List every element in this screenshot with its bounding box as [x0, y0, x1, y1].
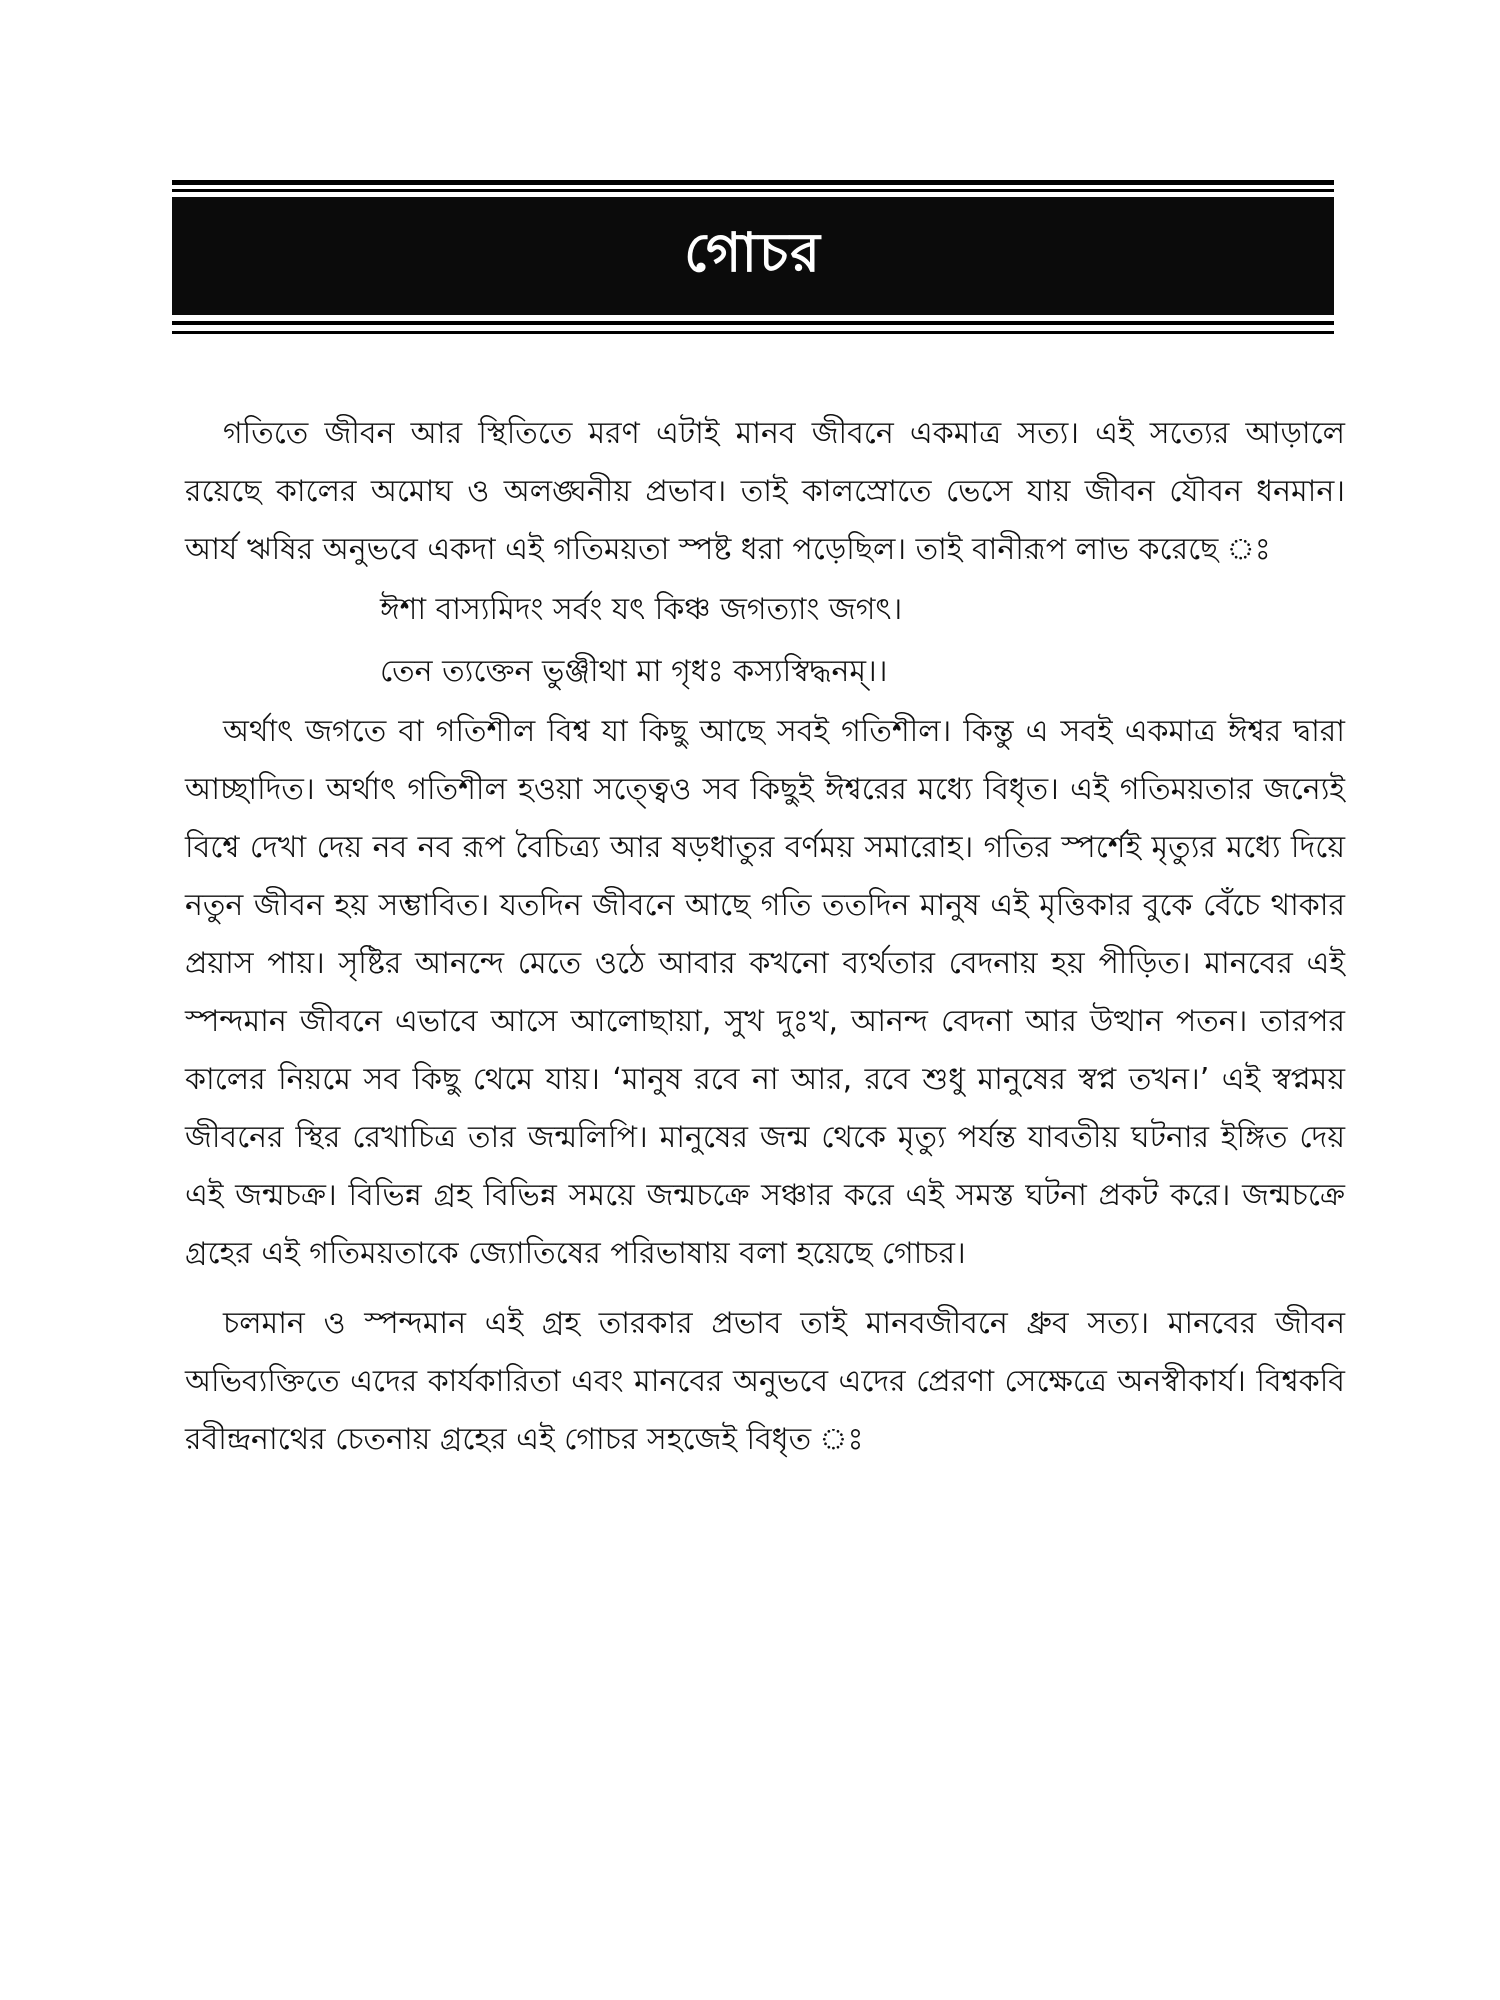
- paragraph-explanation: অর্থাৎ জগতে বা গতিশীল বিশ্ব যা কিছু আছে সবই গতিশীল। কিন্তু এ সবই একমাত্র ঈশ্বর দ্বারা আচ্ছাদিত। অর্থাৎ গতিশীল হওয়া সত্ত্বেও সব কিছুই ঈশ্বরের মধ্যে বিধৃত। এই গতিময়তার জন্যেই বিশ্বে দেখা দেয় নব নব রূপ বৈচিত্র্য আর ষড়ধাতুর বর্ণময় সমারোহ। গতির স্পর্শেই মৃত্যুর মধ্যে দিয়ে নতুন জীবন হয় সম্ভাবিত। যতদিন জীবনে আছে গতি ততদিন মানুষ এই মৃত্তিকার বুকে বেঁচে থাকার প্রয়াস পায়। সৃষ্টির আনন্দে মেতে ওঠে আবার কখনো ব্যর্থতার বেদনায় হয় পীড়িত। মানবের এই স্পন্দমান জীবনে এভাবে আসে আলোছায়া, সুখ দুঃখ, আনন্দ বেদনা আর উত্থান পতন। তারপর কালের নিয়মে সব কিছু থেমে যায়। ‘মানুষ রবে না আর, রবে শুধু মানুষের স্বপ্ন তখন।’ এই স্বপ্নময় জীবনের স্থির রেখাচিত্র তার জন্মলিপি। মানুষের জন্ম থেকে মৃত্যু পর্যন্ত যাবতীয় ঘটনার ইঙ্গিত দেয় এই জন্মচক্র। বিভিন্ন গ্রহ বিভিন্ন সময়ে জন্মচক্রে সঞ্চার করে এই সমস্ত ঘটনা প্রকট করে। জন্মচক্রে গ্রহের এই গতিময়তাকে জ্যোতিষের পরিভাষায় বলা হয়েছে গোচর।: [185, 714, 1345, 1271]
- bottom-rule-thin: [172, 331, 1334, 334]
- verse-line-2: তেন ত্যক্তেন ভুঞ্জীথা মা গৃধঃ কস্যস্বিদ্ধনম্।।: [380, 654, 888, 689]
- paragraph-closing: চলমান ও স্পন্দমান এই গ্রহ তারকার প্রভাব তাই মানবজীবনে ধ্রুব সত্য। মানবের জীবন অভিব্যক্তিতে এদের কার্যকারিতা এবং মানবের অনুভবে এদের প্রেরণা সেক্ষেত্রে অনস্বীকার্য। বিশ্বকবি রবীন্দ্রনাথের চেতনায় গ্রহের এই গোচর সহজেই বিধৃত ঃ: [185, 1306, 1345, 1457]
- verse-line-1: ঈশা বাস্যমিদং সর্বং যৎ কিঞ্চ জগত্যাং জগৎ।: [380, 592, 903, 627]
- chapter-title-band: [172, 197, 1334, 315]
- chapter-title: গোচর: [684, 221, 822, 284]
- bottom-rule-thick: [172, 321, 1334, 325]
- paragraph-gap: [185, 1283, 1345, 1295]
- top-rule-gap-line: [172, 189, 1334, 192]
- chapter-body: [185, 405, 1345, 1469]
- top-rule-thin: [172, 180, 1334, 185]
- paragraph-intro: গতিতে জীবন আর স্থিতিতে মরণ এটাই মানব জীবনে একমাত্র সত্য। এই সত্যের আড়ালে রয়েছে কালের অমোঘ ও অলঙ্ঘনীয় প্রভাব। তাই কালস্রোতে ভেসে যায় জীবন যৌবন ধনমান। আর্য ঋষির অনুভবে একদা এই গতিময়তা স্পষ্ট ধরা পড়েছিল। তাই বানীরূপ লাভ করেছে ঃ: [185, 416, 1345, 567]
